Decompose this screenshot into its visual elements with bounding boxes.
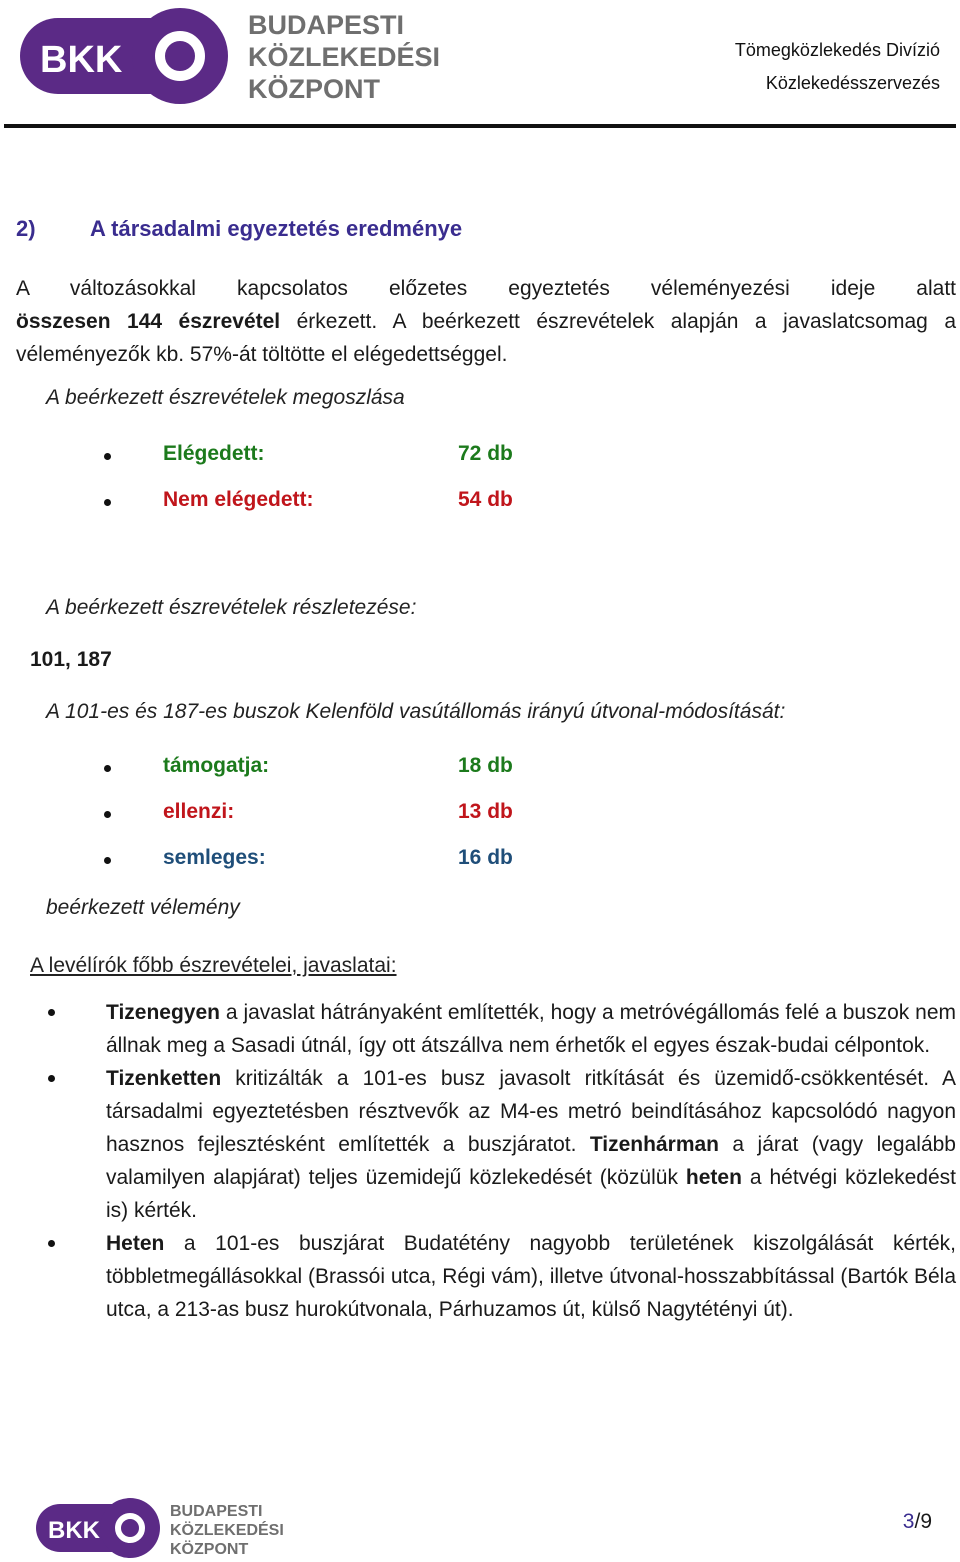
bullet-icon (104, 811, 111, 818)
details-value: 13 db (458, 800, 513, 823)
footer-logo-line-1: BUDAPESTI (170, 1503, 263, 1520)
bkk-logo (18, 4, 448, 108)
footer-logo-line-3: KÖZPONT (170, 1541, 249, 1558)
bullet-icon (104, 857, 111, 864)
intro-line-1: A változásokkal kapcsolatos előzetes egyeztetés véleményezési ideje alatt (16, 277, 956, 300)
comment-item (0, 996, 960, 1062)
details-label: semleges: (163, 846, 266, 869)
intro-paragraph (16, 272, 956, 371)
comment-text: a javaslat hátrányaként említették, hogy a metróvégállomás felé a buszok nem állnak meg a Sasadi útnál, így ott átszállva nem érhetők el egyes észak-budai célpontok. (106, 1001, 956, 1057)
footer-logo-line-2: KÖZLEKEDÉSI (170, 1522, 284, 1539)
comment-text: a hétvégi közlekedést is) kérték. (106, 1166, 957, 1222)
comment-bold: heten (685, 1166, 742, 1189)
comment-bold: Tizenegyen (106, 1001, 220, 1024)
footer-bkk-logo (34, 1496, 294, 1560)
comment-bold: Heten (106, 1232, 165, 1255)
bullet-icon (48, 1009, 55, 1016)
details-label: ellenzi: (163, 800, 235, 823)
page-total: /9 (914, 1510, 932, 1533)
details-value: 18 db (458, 754, 513, 777)
comment-item (0, 1227, 960, 1326)
comments-list (0, 996, 960, 1326)
details-question: A 101-es és 187-es buszok Kelenföld vasútállomás irányú útvonal-módosítását: (46, 700, 786, 723)
bullet-icon (104, 499, 111, 506)
intro-bold: összesen 144 észrevétel (16, 310, 281, 333)
comments-heading: A levélírók főbb észrevételei, javaslatai: (30, 954, 397, 977)
comment-bold: Tizenketten (106, 1067, 222, 1090)
distribution-value: 72 db (458, 442, 513, 465)
comment-text: kritizálták a 101-es busz javasolt ritkítását és üzemidő-csökkentését. A társadalmi egyeztetésben résztvevők az M4-es metró beindításához kapcsolódó nagyon hasznos fejlesztésként említették a buszjáratot. (106, 1067, 956, 1156)
comment-item (0, 1062, 960, 1227)
distribution-label: Elégedett: (163, 442, 265, 465)
details-footer: beérkezett vélemény (46, 896, 240, 919)
logo-name-line-3: KÖZPONT (248, 74, 380, 104)
comment-text: a 101-es buszjárat Budatétény nagyobb területének kiszolgálását kérték, többletmegállásokkal (Brassói utca, Régi vám), illetve útvonal-hosszabbítással (Bartók Béla utca, a 213-as busz hurokútvonala, Párhuzamos út, külső Nagytétényi út). (106, 1232, 956, 1321)
section-heading (16, 216, 462, 242)
department-label: Közlekedésszervezés (765, 73, 940, 93)
route-label: 101, 187 (30, 648, 112, 671)
details-caption: A beérkezett észrevételek részletezése: (46, 596, 417, 619)
division-label: Tömegközlekedés Divízió (734, 40, 940, 60)
logo-name-line-2: KÖZLEKEDÉSI (248, 42, 441, 72)
header-department (735, 34, 940, 100)
bullet-icon (104, 453, 111, 460)
comment-bold: Tizenhárman (589, 1133, 719, 1156)
section-title: A társadalmi egyeztetés eredménye (90, 216, 463, 241)
logo-mark-text: BKK (40, 39, 123, 81)
bullet-icon (104, 765, 111, 772)
page-number (903, 1510, 932, 1534)
distribution-caption: A beérkezett észrevételek megoszlása (46, 386, 405, 409)
distribution-value: 54 db (458, 488, 513, 511)
bullet-icon (48, 1240, 55, 1247)
footer-logo-mark-text: BKK (48, 1517, 100, 1544)
details-value: 16 db (458, 846, 513, 869)
logo-name-line-1: BUDAPESTI (248, 10, 405, 40)
distribution-label: Nem elégedett: (163, 488, 314, 511)
header-divider (4, 124, 956, 128)
bullet-icon (48, 1075, 55, 1082)
section-number: 2) (16, 216, 36, 241)
page-current: 3 (902, 1510, 915, 1533)
details-label: támogatja: (163, 754, 270, 777)
comment-text: a járat (vagy legalább valamilyen alapjárat) teljes üzemidejű közlekedését (közülük (106, 1133, 956, 1189)
intro-rest: érkezett. A beérkezett észrevételek alapján a javaslatcsomag a véleményezők kb. 57%-át töltötte el elégedettséggel. (16, 310, 956, 366)
